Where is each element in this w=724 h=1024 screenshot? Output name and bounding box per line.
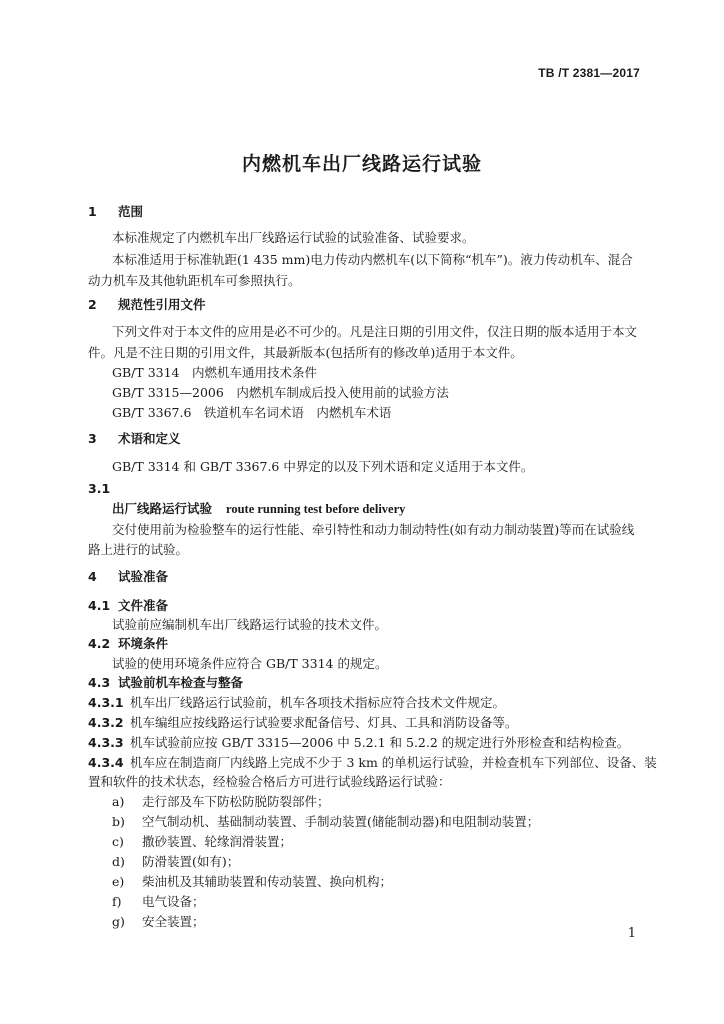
subsection-number: 3.1 [88, 481, 111, 496]
list-item-text: 防滑装置(如有)； [142, 854, 240, 869]
paragraph-line: 下列文件对于本文件的应用是必不可少的。凡是注日期的引用文件，仅注日期的版本适用于本文 [112, 324, 638, 339]
subsection-title: 试验前机车检查与整备 [118, 675, 244, 690]
clause-4-3-4 [88, 754, 657, 772]
clause-number: 4.3.3 [88, 735, 124, 750]
document-title: 内燃机车出厂线路运行试验 [241, 153, 482, 175]
paragraph: GB/T 3314 和 GB/T 3367.6 中界定的以及下列术语和定义适用于本文件。 [112, 459, 534, 474]
section-title: 规范性引用文件 [118, 297, 206, 312]
term-chinese: 出厂线路运行试验 [112, 501, 213, 516]
list-item-text: 撒砂装置、轮缘润滑装置； [142, 834, 293, 849]
reference-item: GB/T 3315—2006 内燃机车制成后投入使用前的试验方法 [112, 385, 449, 400]
section-1-heading [88, 203, 143, 221]
standard-code: TB /T 2381—2017 [538, 66, 640, 80]
term-english: route running test before delivery [226, 502, 406, 516]
section-title: 范围 [118, 204, 144, 219]
clause-4-3-1 [88, 694, 505, 712]
list-item [112, 813, 539, 831]
reference-item: GB/T 3314 内燃机车通用技术条件 [112, 365, 318, 380]
term-entry [112, 500, 405, 518]
subsection-title: 环境条件 [118, 636, 169, 651]
paragraph-line: 动力机车及其他轨距机车可参照执行。 [88, 273, 301, 288]
section-2-heading [88, 296, 206, 314]
section-4-heading [88, 568, 168, 586]
list-item-label: c) [112, 834, 124, 849]
subsection-title: 文件准备 [118, 598, 169, 613]
clause-4-3-2 [88, 714, 518, 732]
paragraph: 试验的使用环境条件应符合 GB/T 3314 的规定。 [112, 656, 388, 671]
list-item-text: 柴油机及其辅助装置和传动装置、换向机构； [142, 874, 393, 889]
list-item-text: 电气设备； [142, 894, 205, 909]
subsection-number: 4.3 [88, 675, 111, 690]
section-number: 1 [88, 204, 97, 219]
clause-number: 4.3.2 [88, 715, 124, 730]
list-item [112, 873, 392, 891]
list-item-text: 安全装置； [142, 914, 205, 929]
paragraph: 试验前应编制机车出厂线路运行试验的技术文件。 [112, 617, 388, 632]
list-item-label: e) [112, 874, 125, 889]
subsection-4-1-heading [88, 597, 168, 615]
list-item [112, 853, 239, 871]
list-item-text: 走行部及车下防松防脱防裂部件； [142, 794, 330, 809]
section-title: 试验准备 [118, 569, 169, 584]
clause-text: 机车编组应按线路运行试验要求配备信号、灯具、工具和消防设备等。 [130, 715, 518, 730]
list-item-label: d) [112, 854, 125, 869]
list-item-label: g) [112, 914, 125, 929]
subsection-4-2-heading [88, 635, 168, 653]
paragraph: 本标准规定了内燃机车出厂线路运行试验的试验准备、试验要求。 [112, 230, 475, 245]
list-item-label: f) [112, 894, 122, 909]
list-item [112, 833, 292, 851]
paragraph-line: 本标准适用于标准轨距(1 435 mm)电力传动内燃机车(以下简称“机车”)。液力传动机车、混合 [112, 252, 633, 267]
list-item-text: 空气制动机、基础制动装置、手制动装置(储能制动器)和电阻制动装置； [142, 814, 540, 829]
clause-text: 机车应在制造商厂内线路上完成不少于 3 km 的单机运行试验，并检查机车下列部位、设备、装 [130, 755, 657, 770]
clause-text: 机车出厂线路运行试验前，机车各项技术指标应符合技术文件规定。 [130, 695, 506, 710]
clause-4-3-3 [88, 734, 629, 752]
list-item [112, 913, 205, 931]
reference-item: GB/T 3367.6 铁道机车名词术语 内燃机车术语 [112, 405, 392, 420]
subsection-number: 4.2 [88, 636, 111, 651]
list-item [112, 893, 205, 911]
paragraph-line: 件。凡是不注日期的引用文件，其最新版本(包括所有的修改单)适用于本文件。 [88, 345, 523, 360]
section-number: 3 [88, 431, 97, 446]
section-3-heading [88, 430, 181, 448]
section-title: 术语和定义 [118, 431, 181, 446]
list-item-label: a) [112, 794, 125, 809]
definition-line: 交付使用前为检验整车的运行性能、牵引特性和动力制动特性(如有动力制动装置)等而在试验线 [112, 522, 635, 537]
definition-line: 路上进行的试验。 [88, 542, 189, 557]
clause-text: 机车试验前应按 GB/T 3315—2006 中 5.2.1 和 5.2.2 的规定进行外形检查和结构检查。 [130, 735, 630, 750]
subsection-4-3-heading [88, 674, 243, 692]
section-number: 2 [88, 297, 97, 312]
page-number: 1 [627, 926, 636, 941]
clause-continuation: 置和软件的技术状态，经检验合格后方可进行试验线路运行试验： [88, 774, 451, 789]
subsection-number: 4.1 [88, 598, 111, 613]
clause-number: 4.3.1 [88, 695, 124, 710]
list-item-label: b) [112, 814, 125, 829]
section-number: 4 [88, 569, 97, 584]
clause-number: 4.3.4 [88, 755, 124, 770]
list-item [112, 793, 330, 811]
